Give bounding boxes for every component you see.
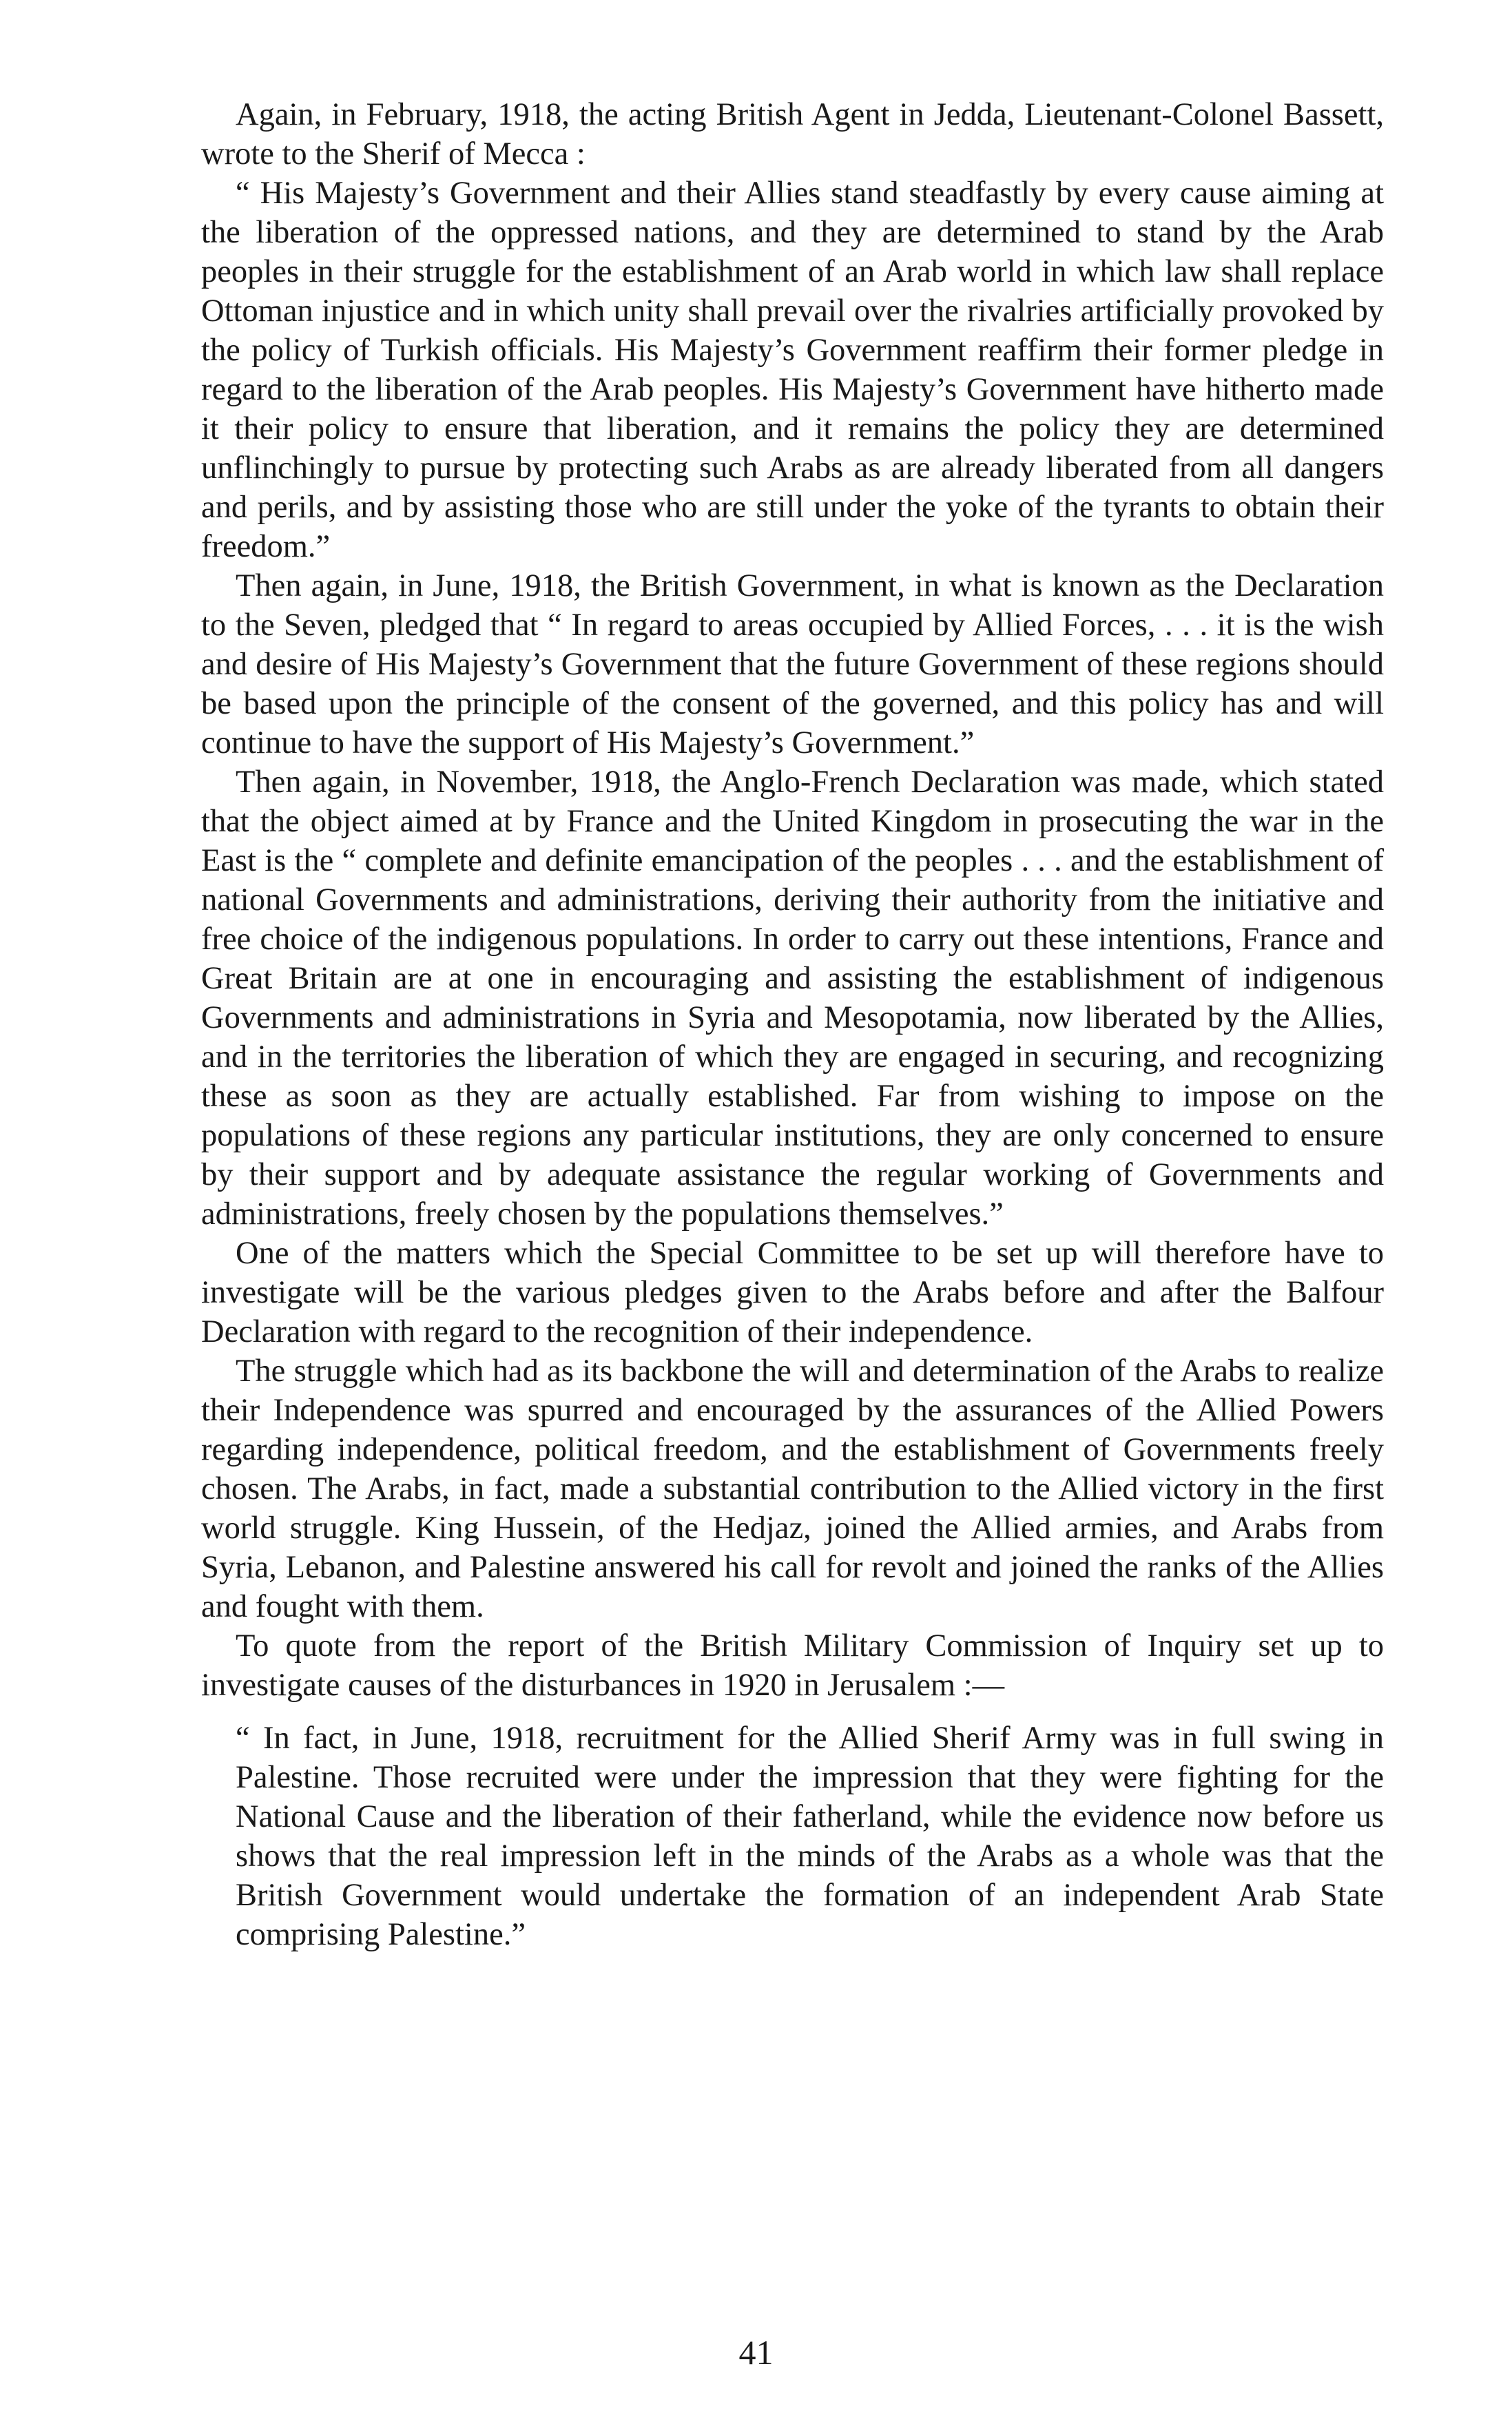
page-number: 41 bbox=[738, 2333, 774, 2372]
paragraph-special-committee: One of the matters which the Special Committee to be set up will therefore have to investigate will be the various pledges given to the Arabs before and after the Balfour Declaration with regard to the recognition of their independence. bbox=[201, 1236, 1384, 1349]
paragraph-bassett-quote: “ His Majesty’s Government and their Allies stand steadfastly by every cause aiming at the liberation of the oppressed nations, and they are determined to stand by the Arab peoples in their struggle for the establishment of an Arab world in which law shall replace Ottoman injustice and in which unity shall prevail over the rivalries artificially provoked by the policy of Turkish officials. His Majesty’s Government reaffirm their former pledge in regard to the liberation of the Arab peoples. His Majesty’s Government have hitherto made it their policy to ensure that liberation, and it remains the policy they are determined unflinchingly to pursue by protecting such Arabs as are already liberated from all dangers and perils, and by assisting those who are still under the yoke of the tyrants to obtain their freedom.” bbox=[201, 176, 1384, 564]
paragraph-anglo-french-declaration: Then again, in November, 1918, the Anglo-French Declaration was made, which stated that the object aimed at by France and the United Kingdom in prosecuting the war in the East is the “ complete and definite emancipation of the peoples . . . and the establishment of national Governments and administrations, deriving their authority from the initiative and free choice of the indigenous populations. In order to carry out these intentions, France and Great Britain are at one in encouraging and assisting the establishment of indigenous Governments and administrations in Syria and Mesopotamia, now liberated by the Allies, and in the territories the liberation of which they are engaged in securing, and recognizing these as soon as they are actually established. Far from wishing to impose on the populations of these regions any particular institutions, they are only concerned to ensure by their support and by adequate assistance the regular working of Governments and administrations, freely chosen by the populations themselves.” bbox=[201, 765, 1384, 1232]
paragraph-commission-intro: To quote from the report of the British Military Commission of Inquiry set up to investigate causes of the disturbances in 1920 in Jerusalem :— bbox=[201, 1628, 1384, 1703]
paragraph-commission-quote: “ In fact, in June, 1918, recruitment for the Allied Sherif Army was in full swing in Palestine. Those recruited were under the impression that they were fighting for the National Cause and the liberation of their fatherland, while the evidence now before us shows that the real impression left in the minds of the Arabs as a whole was that the British Government would undertake the formation of an independent Arab State comprising Palestine.” bbox=[236, 1721, 1384, 1952]
document-body bbox=[201, 95, 1384, 1954]
paragraph-arab-struggle: The struggle which had as its backbone the will and determination of the Arabs to realize their Independence was spurred and encouraged by the assurances of the Allied Powers regarding independence, political freedom, and the establishment of Governments freely chosen. The Arabs, in fact, made a substantial contribution to the Allied victory in the first world struggle. King Hussein, of the Hedjaz, joined the Allied armies, and Arabs from Syria, Lebanon, and Palestine answered his call for revolt and joined the ranks of the Allies and fought with them. bbox=[201, 1354, 1384, 1624]
paragraph-bassett-letter-intro: Again, in February, 1918, the acting British Agent in Jedda, Lieutenant-Colonel Bassett, wrote to the Sherif of Mecca : bbox=[201, 97, 1384, 172]
paragraph-declaration-to-the-seven: Then again, in June, 1918, the British Government, in what is known as the Declaration to the Seven, pledged that “ In regard to areas occupied by Allied Forces, . . . it is the wish and desire of His Majesty’s Government that the future Government of these regions should be based upon the principle of the consent of the governed, and this policy has and will continue to have the support of His Majesty’s Government.” bbox=[201, 568, 1384, 760]
